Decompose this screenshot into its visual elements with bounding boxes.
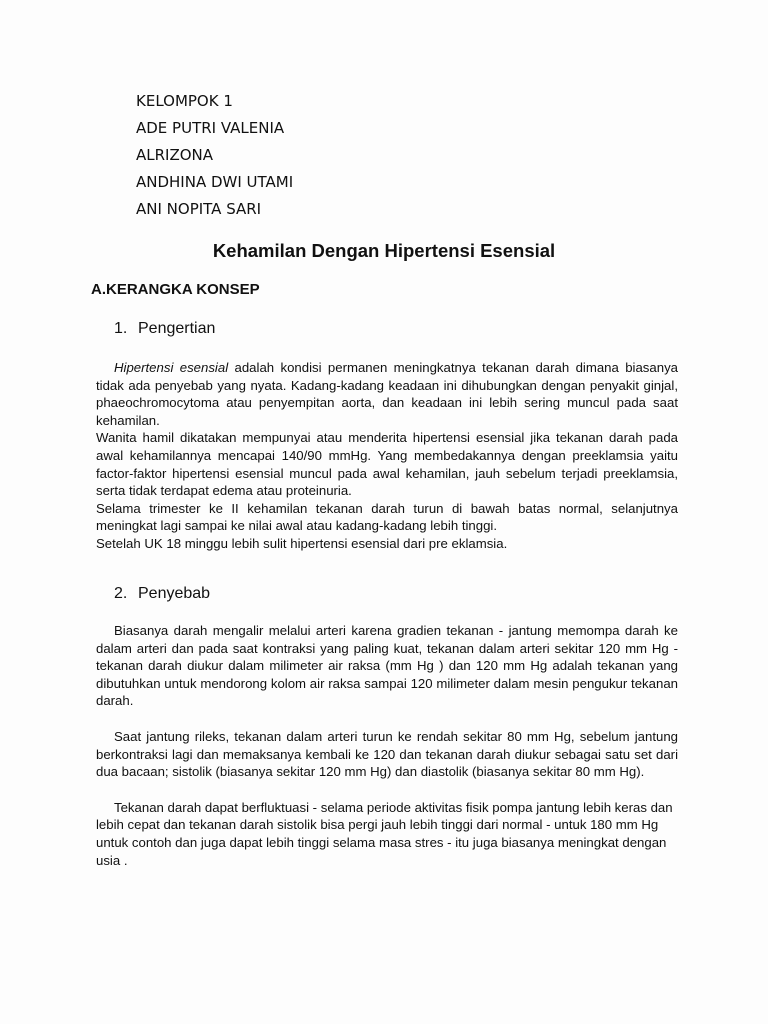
member-name: ANI NOPITA SARI <box>136 200 262 218</box>
member-name: ADE PUTRI VALENIA <box>136 119 285 137</box>
paragraph: Selama trimester ke II kehamilan tekanan darah turun di bawah batas normal, selanjutnya meningkat lagi sampai ke nilai awal atau kadang-kadang lebih tinggi. <box>96 500 678 534</box>
subheading-label: Penyebab <box>138 585 211 602</box>
paragraph: Setelah UK 18 minggu lebih sulit hipertensi esensial dari pre eklamsia. <box>96 535 508 551</box>
member-name: ANDHINA DWI UTAMI <box>136 173 294 191</box>
subheading-number: 2. <box>114 585 128 602</box>
document-title: Kehamilan Dengan Hipertensi Esensial <box>212 240 556 261</box>
pengertian-body <box>96 359 678 553</box>
member-name: ALRIZONA <box>136 146 214 164</box>
subheading-number: 1. <box>114 320 128 337</box>
paragraph: Biasanya darah mengalir melalui arteri karena gradien tekanan - jantung memompa darah ke dalam arteri dan pada saat kontraksi yang paling kuat, tekanan dalam arteri sekitar 120 mm Hg - tekanan darah diukur dalam milimeter air raksa (mm Hg ) dan 120 mm Hg adalah tekanan yang dibutuhkan untuk mendorong kolom air raksa sampai 120 milimeter dalam mesin pengukur tekanan darah. <box>96 623 678 709</box>
paragraph: Hipertensi esensial adalah kondisi permanen meningkatnya tekanan darah dimana biasanya tidak ada penyebab yang nyata. Kadang-kadang keadaan ini dihubungkan dengan penyakit ginjal, phaeochromocytoma atau penyempitan aorta, dan keadaan ini lebih sering muncul pada saat kehamilan. <box>96 360 678 428</box>
group-name: KELOMPOK 1 <box>136 92 233 110</box>
subheading-pengertian <box>114 318 215 340</box>
italic-term: Hipertensi esensial <box>114 360 229 375</box>
group-member-list <box>136 88 293 223</box>
paragraph: Tekanan darah dapat berfluktuasi - selama periode aktivitas fisik pompa jantung lebih keras dan lebih cepat dan tekanan darah sistolik bisa pergi jauh lebih tinggi dari normal - untuk 180 mm Hg untuk contoh dan juga dapat lebih tinggi selama masa stres - itu juga biasanya meningkat dengan usia . <box>96 799 673 868</box>
section-heading: A.KERANGKA KONSEP <box>91 281 260 298</box>
penyebab-body <box>96 622 678 869</box>
paragraph: Wanita hamil dikatakan mempunyai atau menderita hipertensi esensial jika tekanan darah pada awal kehamilannya mencapai 140/90 mmHg. Yang membedakannya dengan preeklamsia yaitu factor-faktor hipertensi esensial muncul pada awal kehamilan, jauh sebelum terjadi preeklamsia, serta tidak terdapat edema atau proteinuria. <box>96 430 678 499</box>
paragraph: Saat jantung rileks, tekanan dalam arteri turun ke rendah sekitar 80 mm Hg, sebelum jantung berkontraksi lagi dan memaksanya kembali ke 120 dan tekanan darah diukur sebagai satu set dari dua bacaan; sistolik (biasanya sekitar 120 mm Hg) dan diastolik (biasanya sekitar 80 mm Hg). <box>96 728 678 780</box>
subheading-label: Pengertian <box>138 320 216 337</box>
subheading-penyebab <box>114 583 210 605</box>
